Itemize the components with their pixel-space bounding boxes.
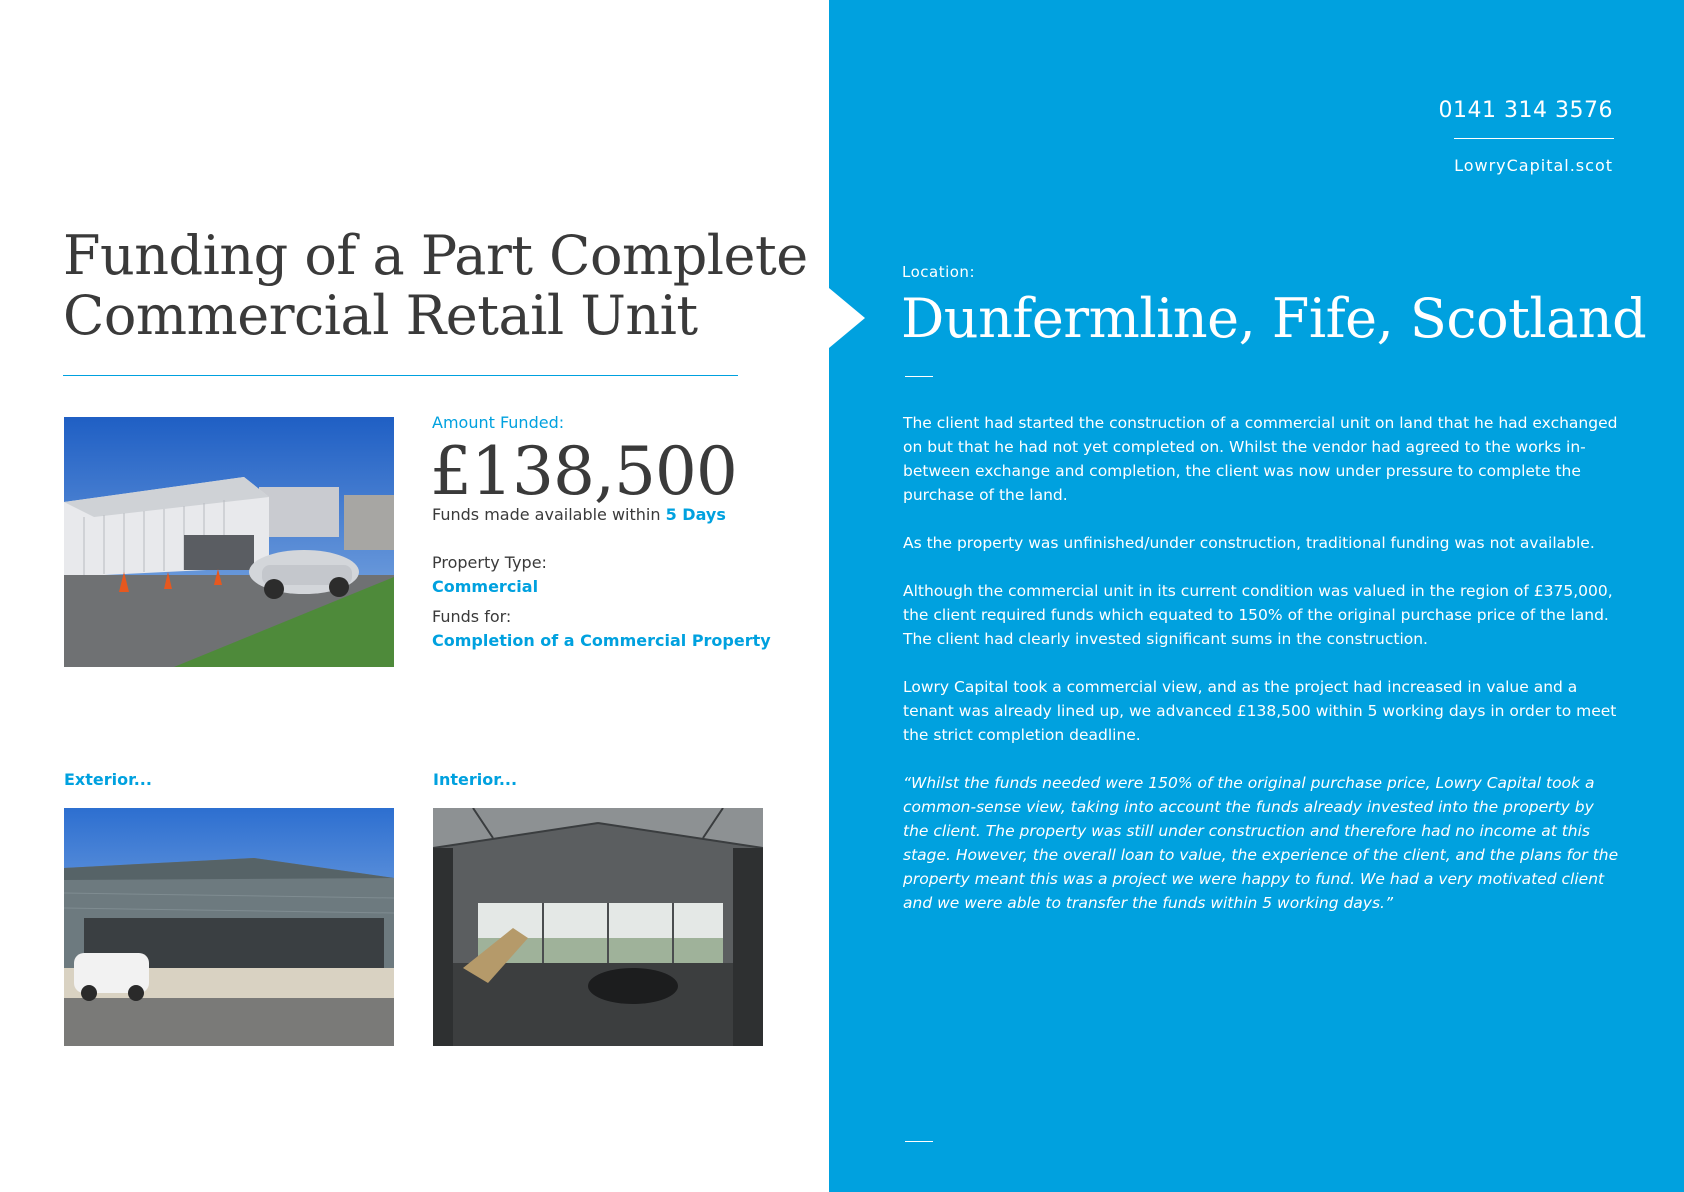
contact-website-link[interactable]: LowryCapital.scot bbox=[1454, 156, 1613, 175]
body-paragraph-2: As the property was unfinished/under construction, traditional funding was not available. bbox=[903, 534, 1595, 552]
exterior-caption: Exterior... bbox=[64, 770, 152, 789]
page-title-line-1: Funding of a Part Complete bbox=[63, 224, 808, 287]
contact-divider bbox=[1454, 138, 1614, 139]
body-paragraph-4: Lowry Capital took a commercial view, and as the project had increased in value and a tenant was already lined up, we advanced £138,500 within 5 working days in order to meet the strict completion deadline. bbox=[903, 678, 1617, 744]
funds-for-label: Funds for: bbox=[432, 607, 512, 626]
funds-availability-days: 5 Days bbox=[665, 505, 726, 524]
location-label: Location: bbox=[902, 263, 975, 281]
client-quote: “Whilst the funds needed were 150% of the original purchase price, Lowry Capital took a common-sense view, taking into account the funds already invested into the property by the client. The property was still under construction and therefore had no income at this stage. However, the overall loan to value, the experience of the client, and the plans for the property meant this was a project we were happy to fund. We had a very motivated client and we were able to transfer the funds within 5 working days.” bbox=[903, 774, 1619, 912]
amount-funded-value: £138,500 bbox=[430, 433, 737, 510]
location-value: Dunfermline, Fife, Scotland bbox=[901, 287, 1647, 350]
case-study-body bbox=[903, 411, 1623, 939]
panel-arrow-notch bbox=[829, 288, 865, 348]
amount-funded-label: Amount Funded: bbox=[432, 413, 565, 432]
location-divider bbox=[905, 376, 933, 377]
property-type-label: Property Type: bbox=[432, 553, 547, 572]
funds-for-value: Completion of a Commercial Property bbox=[432, 631, 771, 650]
property-type-value: Commercial bbox=[432, 577, 539, 596]
funds-availability bbox=[432, 505, 726, 524]
footer-divider bbox=[905, 1141, 933, 1142]
page-title bbox=[63, 226, 808, 346]
title-divider bbox=[63, 375, 738, 376]
page-title-line-2: Commercial Retail Unit bbox=[63, 284, 698, 347]
funds-availability-prefix: Funds made available within bbox=[432, 505, 661, 524]
contact-phone[interactable]: 0141 314 3576 bbox=[1438, 98, 1613, 123]
body-paragraph-1: The client had started the construction of a commercial unit on land that he had exchanged on but that he had not yet completed on. Whilst the vendor had agreed to the works in-between exchange and completion, the client was now under pressure to complete the purchase of the land. bbox=[903, 414, 1618, 504]
body-paragraph-3: Although the commercial unit in its current condition was valued in the region of £375,000, the client required funds which equated to 150% of the original purchase price of the land. The client had clearly invested significant sums in the construction. bbox=[903, 582, 1613, 648]
interior-caption: Interior... bbox=[433, 770, 518, 789]
exterior-photo bbox=[64, 808, 394, 1046]
interior-photo bbox=[433, 808, 763, 1046]
property-photo-main bbox=[64, 417, 394, 667]
